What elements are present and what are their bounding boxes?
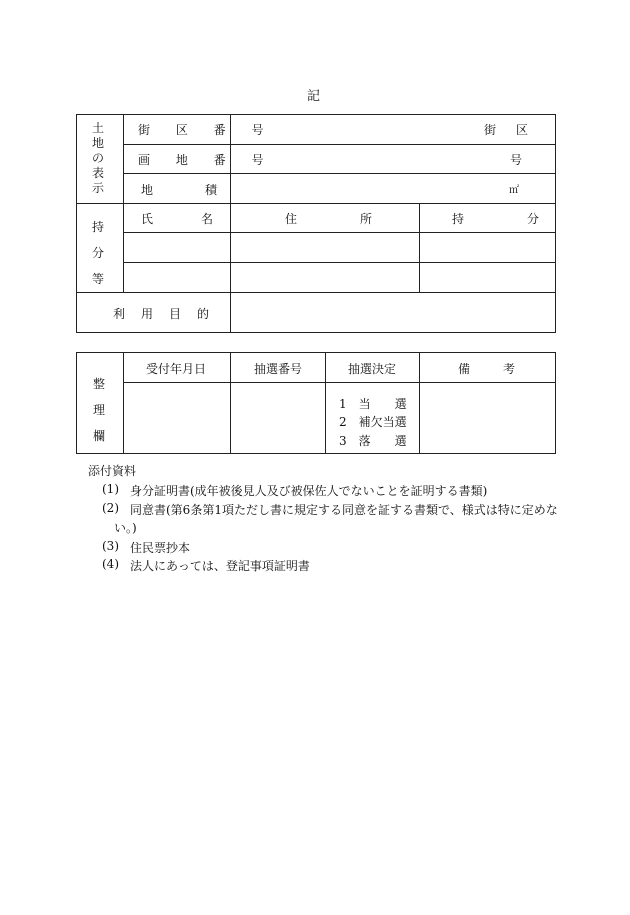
admin-group-char: 理: [93, 403, 106, 417]
admin-group-char: 整: [93, 377, 106, 391]
attachment-text: 同意書(第6条第1項ただし書に規定する同意を証する書類で、様式は特に定めな: [130, 503, 558, 517]
attachment-number: (4): [102, 557, 119, 571]
attachment-text: 身分証明書(成年被後見人及び被保佐人でないことを証明する書類): [130, 484, 488, 498]
lottery-decision-header: 抽選決定: [348, 362, 397, 376]
owner-address-field-2[interactable]: [231, 263, 419, 292]
attachments-title: 添付資料: [88, 464, 137, 478]
share-group-label: [92, 214, 104, 292]
owner-name-field-2[interactable]: [124, 263, 230, 292]
area-field[interactable]: [231, 174, 555, 203]
land-group-char: 表: [92, 166, 105, 180]
admin-group-label: [93, 371, 105, 449]
land-group-char: 土: [92, 121, 105, 135]
land-group-char: の: [92, 151, 105, 165]
owner-share-field-2[interactable]: [420, 263, 555, 292]
owner-name-field-1[interactable]: [124, 233, 230, 262]
attachment-text-continued: い。): [114, 521, 137, 535]
area-unit: ㎡: [509, 185, 519, 196]
decision-option-alternate[interactable]: 2 補欠当選: [339, 415, 407, 429]
area-label: 地 積: [141, 183, 222, 197]
land-group-char: 示: [92, 181, 105, 195]
block-number-label: 街 区 番 号: [138, 123, 275, 137]
name-header: 氏 名: [141, 212, 217, 226]
purpose-label: 利 用 目 的: [113, 307, 212, 321]
lot-number-field[interactable]: [231, 145, 555, 173]
share-group-char: 等: [92, 272, 105, 286]
attachment-number: (1): [102, 482, 119, 496]
share-group-char: 持: [92, 220, 105, 234]
address-header: 住 所: [285, 212, 376, 226]
purpose-field[interactable]: [231, 293, 555, 332]
block-suffix: 街 区: [484, 123, 533, 137]
decision-option-lost[interactable]: 3 落 選: [339, 434, 407, 448]
receipt-date-header: 受付年月日: [146, 362, 207, 376]
remarks-header: 備 考: [458, 362, 519, 376]
owner-address-field-1[interactable]: [231, 233, 419, 262]
receipt-date-field[interactable]: [124, 383, 230, 453]
remarks-field[interactable]: [420, 383, 555, 453]
page-heading: 記: [307, 89, 321, 104]
attachment-number: (3): [102, 539, 119, 553]
decision-option-winner[interactable]: 1 当 選: [339, 397, 407, 411]
lot-number-label: 画 地 番 号: [138, 153, 275, 167]
land-group-label: [92, 121, 104, 196]
lottery-number-header: 抽選番号: [254, 362, 303, 376]
lot-suffix: 号: [510, 153, 523, 167]
share-header: 持 分: [452, 212, 543, 226]
attachment-number: (2): [102, 501, 119, 515]
lottery-number-field[interactable]: [231, 383, 325, 453]
land-group-char: 地: [92, 136, 105, 150]
share-group-char: 分: [92, 246, 105, 260]
admin-group-char: 欄: [93, 429, 106, 443]
attachment-text: 住民票抄本: [130, 541, 191, 555]
attachment-text: 法人にあっては、登記事項証明書: [130, 559, 310, 573]
owner-share-field-1[interactable]: [420, 233, 555, 262]
